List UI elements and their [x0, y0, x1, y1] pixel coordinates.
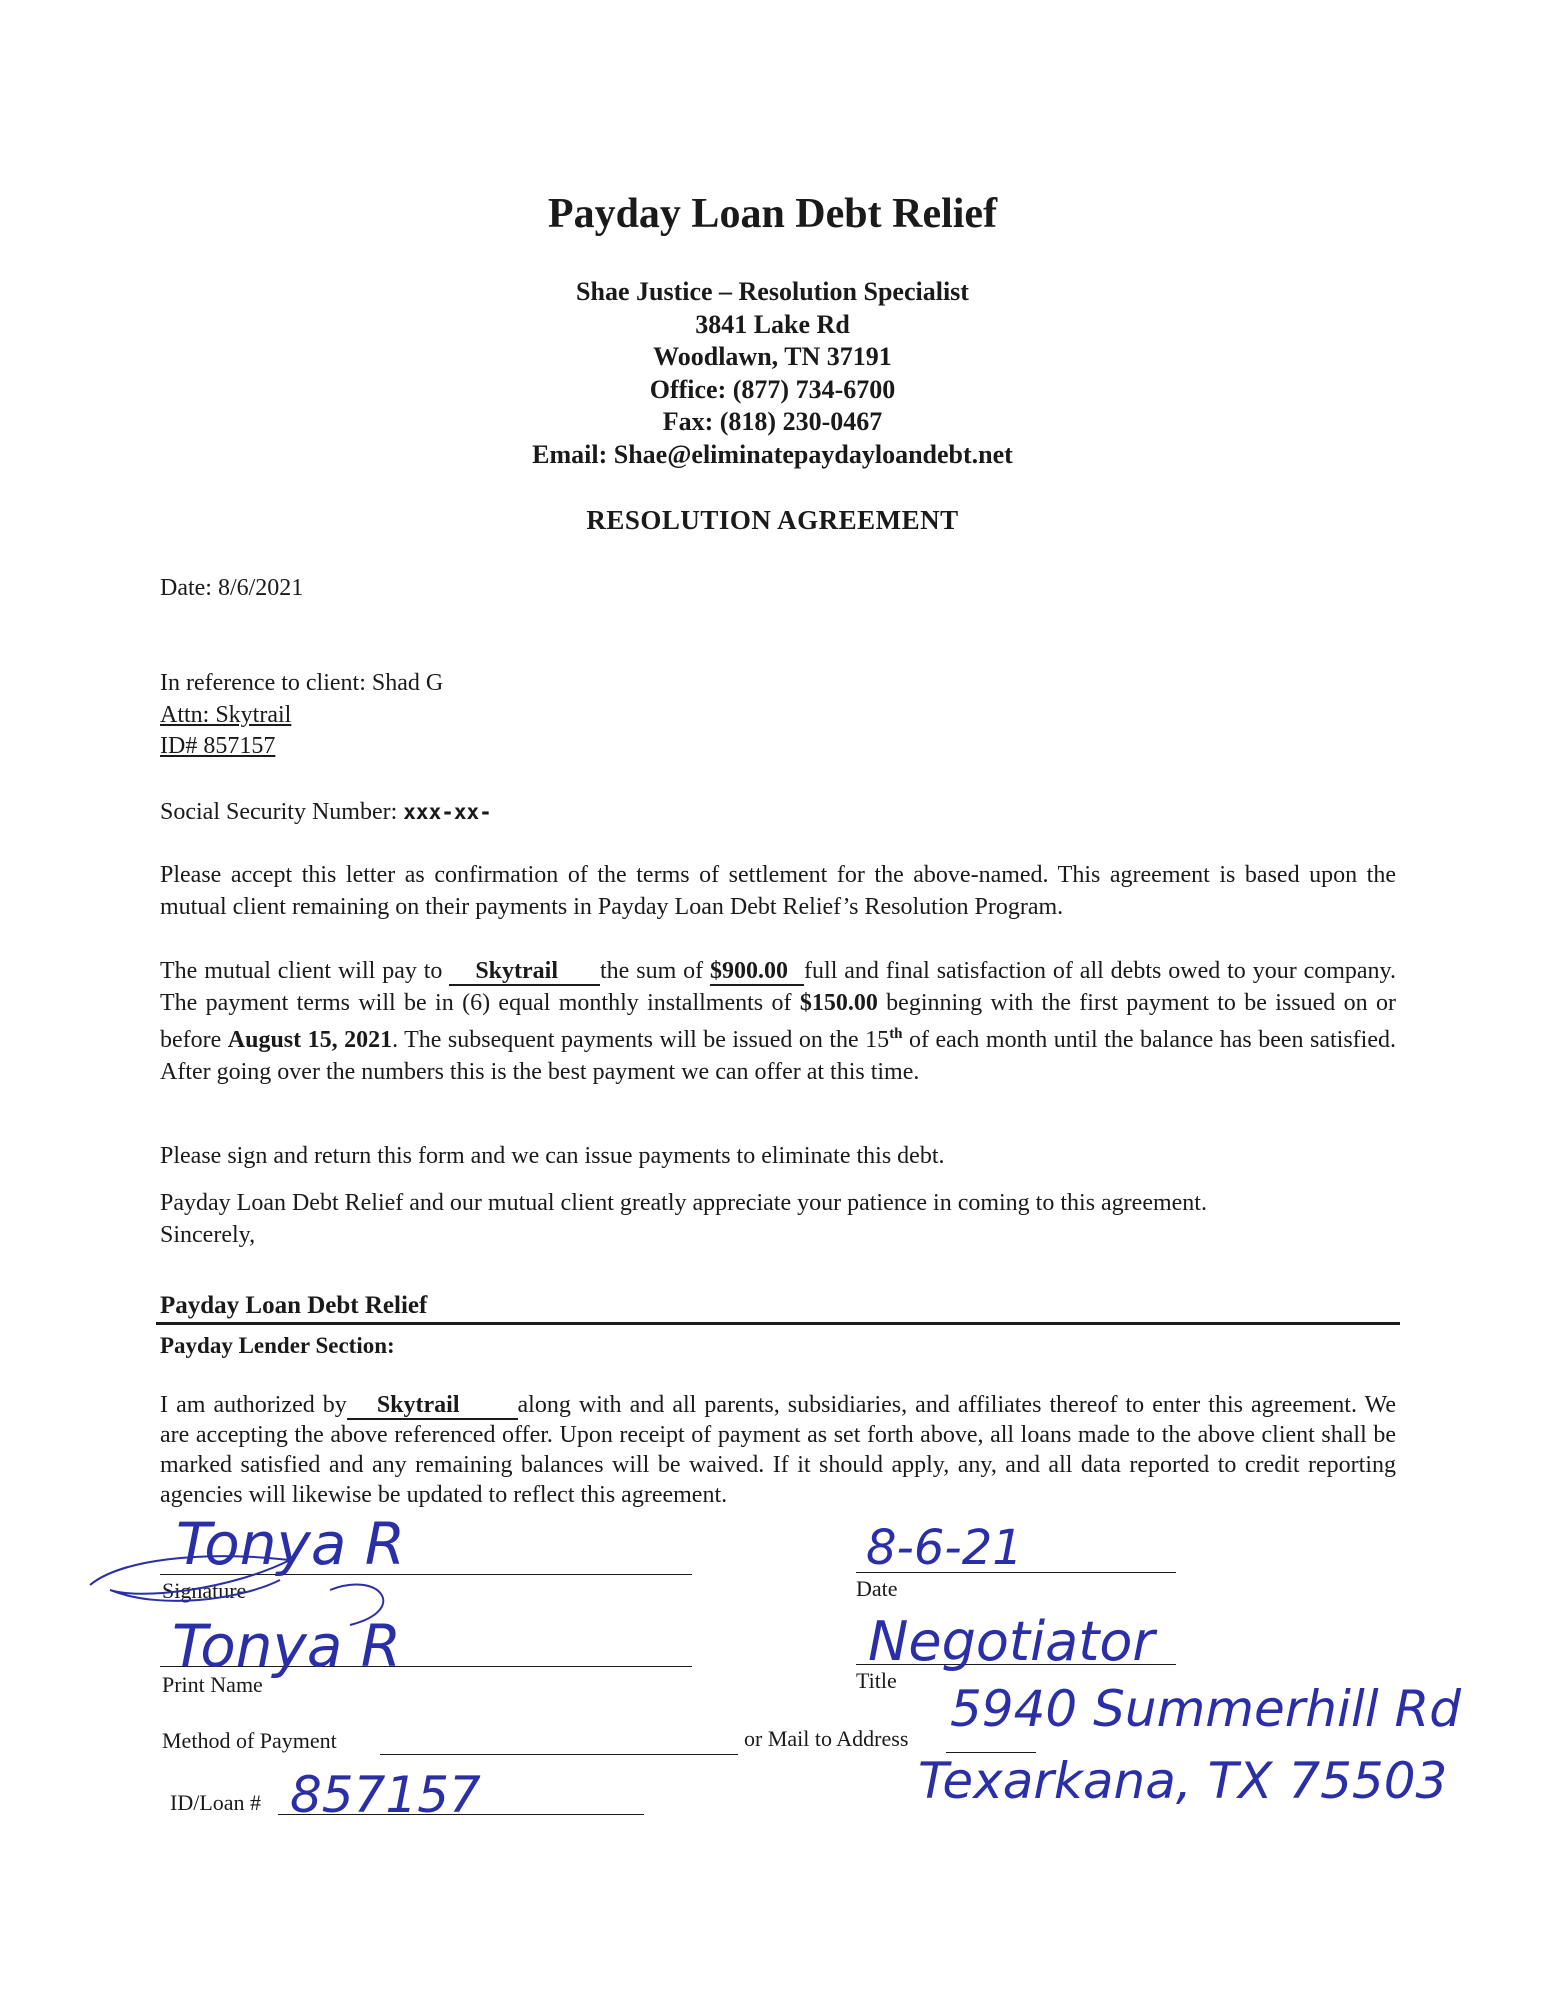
paragraph-payment-terms	[160, 956, 1396, 1088]
terms-text: of each month until the balance has been satisfied. After going over the numbers this is the best payment we can offer at this time.	[160, 1027, 1396, 1085]
office-phone: Office: (877) 734-6700	[649, 374, 896, 404]
terms-text: . The subsequent payments will be issued on the 15	[392, 1027, 890, 1053]
agreement-title: RESOLUTION AGREEMENT	[586, 505, 959, 535]
ssn-line	[160, 796, 492, 828]
terms-superscript: th	[889, 1026, 903, 1042]
letter-date: Date: 8/6/2021	[160, 575, 304, 601]
handwritten-title: Negotiator	[868, 1610, 1155, 1673]
authorization-text: along with and all parents, subsidiaries, and affiliates thereof to enter this agreement. We are accepting the above referenced offer. Upon receipt of payment as set forth above, all loans made to the above client shall be marked satisfied and any remaining balances will be waived. If it should apply, any, and all data reported to credit reporting agencies will likewise be updated to reflect this agreement.	[160, 1392, 1396, 1508]
reference-id: ID# 857157	[160, 733, 276, 759]
terms-amount: $900.00	[710, 958, 804, 986]
handwritten-date: 8-6-21	[866, 1520, 1023, 1576]
contact-name: Shae Justice – Resolution Specialist	[576, 277, 969, 306]
handwritten-address-line1: 5940 Summerhill Rd	[950, 1680, 1462, 1738]
city-state-zip: Woodlawn, TN 37191	[653, 342, 892, 371]
handwritten-id-loan: 857157	[290, 1766, 481, 1824]
paragraph-appreciation	[160, 1188, 1396, 1251]
ssn-value: xxx-xx-	[403, 800, 492, 824]
lender-section-heading: Payday Lender Section:	[160, 1333, 395, 1358]
paragraph-authorization	[160, 1390, 1396, 1510]
terms-text: The mutual client will pay to	[160, 958, 450, 984]
terms-installment: $150.00	[799, 989, 878, 1016]
handwritten-print-name: Tonya R	[172, 1612, 402, 1680]
terms-text: beginning with the first payment to be issued on or before	[160, 989, 1397, 1053]
reference-block	[160, 668, 443, 763]
reference-attn: Attn: Skytrail	[160, 701, 292, 728]
method-of-payment-line[interactable]	[380, 1754, 738, 1755]
mail-address-label: or Mail to Address	[744, 1726, 909, 1751]
title-label: Title	[856, 1668, 897, 1693]
handwritten-address-line2: Texarkana, TX 75503	[918, 1752, 1448, 1810]
letterhead-title: Payday Loan Debt Relief	[547, 191, 998, 237]
appreciation-text: Payday Loan Debt Relief and our mutual client greatly appreciate your patience in coming to this agreement.	[160, 1190, 1207, 1216]
signature-label: Signature	[162, 1578, 247, 1603]
letterhead-contact-block	[0, 276, 1545, 471]
authorization-lender: Skytrail	[347, 1392, 518, 1420]
authorization-text: I am authorized by	[160, 1392, 347, 1418]
paragraph-confirmation: Please accept this letter as confirmation of the terms of settlement for the above-named. This agreement is based upon the mutual client remaining on their payments in Payday Loan Debt Relief’s Resolution Program.	[160, 862, 1396, 920]
print-name-label: Print Name	[162, 1672, 263, 1697]
terms-lender: Skytrail	[449, 958, 600, 986]
company-signature: Payday Loan Debt Relief	[160, 1292, 428, 1319]
closing-text: Sincerely,	[160, 1221, 256, 1248]
email-address: Email: Shae@eliminatepaydayloandebt.net	[532, 439, 1013, 469]
paragraph-sign-return: Please sign and return this form and we can issue payments to eliminate this debt.	[160, 1143, 945, 1169]
handwritten-signature: Tonya R	[176, 1510, 406, 1578]
terms-first-date: August 15, 2021	[227, 1027, 393, 1053]
street-address: 3841 Lake Rd	[695, 309, 850, 339]
section-divider	[156, 1322, 1400, 1325]
date-label: Date	[856, 1576, 898, 1601]
ssn-label: Social Security Number:	[160, 799, 404, 825]
reference-client: In reference to client: Shad G	[160, 670, 444, 696]
terms-text: full and final satisfaction of all debts owed to your company. The payment terms will be in (6) equal monthly installments of	[160, 958, 1396, 1016]
id-loan-label: ID/Loan #	[170, 1790, 262, 1815]
method-of-payment-label: Method of Payment	[162, 1728, 337, 1753]
fax-number: Fax: (818) 230-0467	[662, 407, 883, 436]
terms-text: the sum of	[600, 958, 711, 984]
